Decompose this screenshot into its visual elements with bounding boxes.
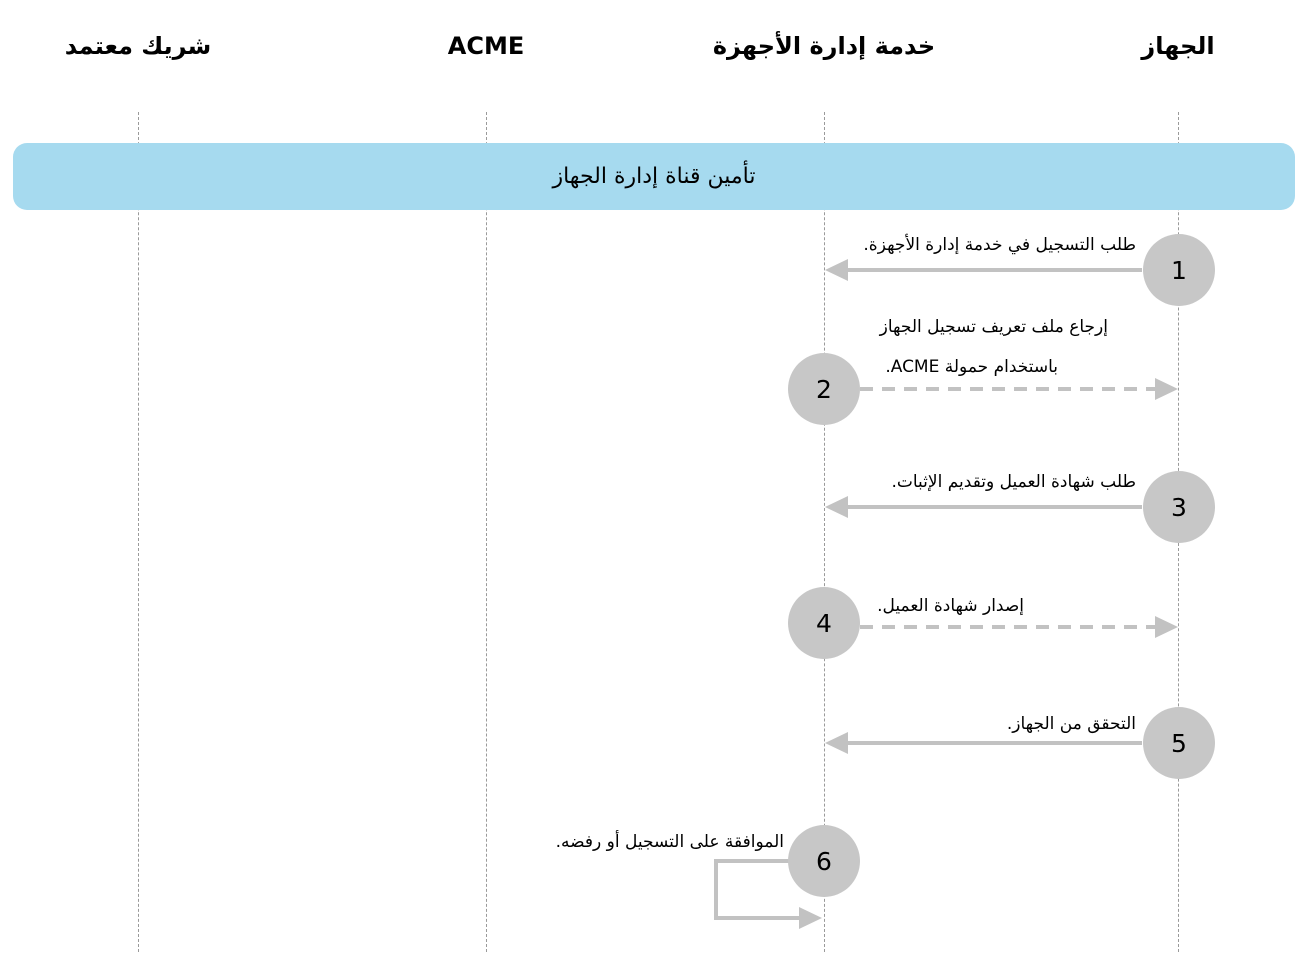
arrow-step-4 [860,616,1178,638]
step-6-label: الموافقة على التسجيل أو رفضه. [555,832,784,852]
step-1-label: طلب التسجيل في خدمة إدارة الأجهزة. [863,235,1136,255]
step-3-circle: 3 [1143,471,1215,543]
arrow-step-2 [860,378,1178,400]
arrow-step-1 [825,259,1142,281]
participant-device-header: الجهاز [1141,32,1215,60]
banner-label: تأمين قناة إدارة الجهاز [552,164,756,189]
step-3-label: طلب شهادة العميل وتقديم الإثبات. [891,472,1136,492]
participant-partner-header: شريك معتمد [64,32,212,60]
step-5-circle: 5 [1143,707,1215,779]
arrow-step-5 [825,732,1142,754]
step-4-circle: 4 [788,587,860,659]
participant-mdm-header: خدمة إدارة الأجهزة [712,32,936,60]
step-2-label-line-1: إرجاع ملف تعريف تسجيل الجهاز [879,317,1108,337]
step-6-circle: 6 [788,825,860,897]
step-2-circle: 2 [788,353,860,425]
arrow-step-3 [825,496,1142,518]
step-1-circle: 1 [1143,234,1215,306]
participant-acme-header: ACME [447,32,525,60]
step-5-label: التحقق من الجهاز. [1006,714,1136,734]
step-2-label-line-2: باستخدام حمولة ACME. [885,357,1058,377]
step-4-label: إصدار شهادة العميل. [877,596,1024,616]
